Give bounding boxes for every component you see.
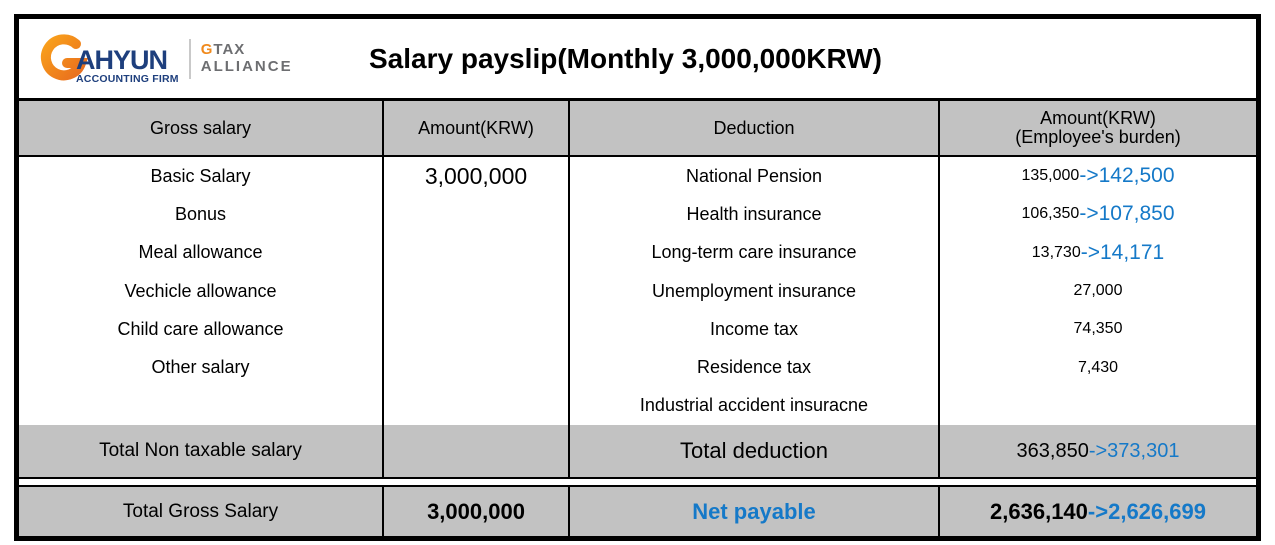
old-value: 27,000 bbox=[1073, 282, 1123, 300]
alliance-wordmark: ALLIANCE bbox=[200, 58, 293, 75]
deduction-amounts-cell bbox=[940, 157, 1256, 427]
payslip-table bbox=[14, 14, 1261, 541]
gross-amount-value: 3,000,000 bbox=[424, 162, 528, 189]
old-value: 13,730 bbox=[1031, 243, 1081, 261]
arrow: -> bbox=[1087, 498, 1109, 524]
total-gross-salary-amount: 3,000,000 bbox=[384, 485, 570, 536]
total-non-taxable-label: Total Non taxable salary bbox=[19, 425, 384, 479]
old-value: 2,636,140 bbox=[990, 498, 1088, 524]
gross-item bbox=[19, 387, 382, 425]
logo-wordmark: AHYUN bbox=[76, 44, 168, 75]
new-value: 142,500 bbox=[1098, 164, 1175, 188]
total-gross-salary-label: Total Gross Salary bbox=[19, 485, 384, 536]
total-deduction-amount bbox=[940, 425, 1256, 479]
deduction-item: Income tax bbox=[709, 318, 799, 339]
deduction-item: Residence tax bbox=[696, 357, 812, 378]
deduction-amount bbox=[940, 348, 1256, 386]
header-gross-salary: Gross salary bbox=[19, 101, 384, 157]
deduction-item: Long-term care insurance bbox=[651, 242, 857, 263]
gahyun-logo bbox=[38, 33, 293, 85]
arrow: -> bbox=[1079, 164, 1099, 188]
deduction-amount bbox=[940, 310, 1256, 348]
old-value: 106,350 bbox=[1021, 205, 1080, 223]
total-non-taxable-row bbox=[19, 425, 1256, 479]
gahyun-wordmark-block bbox=[38, 33, 179, 85]
deduction-amount bbox=[940, 272, 1256, 310]
new-value: 373,301 bbox=[1107, 439, 1180, 462]
arrow: -> bbox=[1088, 439, 1108, 462]
header-amount-employee: Amount(KRW) (Employee's burden) bbox=[940, 101, 1256, 157]
gross-items-cell bbox=[19, 157, 384, 427]
total-non-taxable-amount bbox=[384, 425, 570, 479]
deduction-amount bbox=[940, 157, 1256, 195]
old-value: 135,000 bbox=[1021, 167, 1080, 185]
deduction-item: Unemployment insurance bbox=[651, 280, 857, 301]
total-deduction-label: Total deduction bbox=[570, 425, 940, 479]
old-value: 74,350 bbox=[1073, 320, 1123, 338]
deduction-item: Industrial accident insuracne bbox=[639, 395, 869, 416]
arrow: -> bbox=[1079, 202, 1099, 226]
gross-amount-cell bbox=[384, 157, 570, 427]
arrow: -> bbox=[1080, 240, 1100, 264]
net-payable-label: Net payable bbox=[570, 485, 940, 536]
deduction-amount bbox=[940, 195, 1256, 233]
title-bar bbox=[19, 19, 1256, 101]
deduction-items-cell bbox=[570, 157, 940, 427]
new-value: 14,171 bbox=[1099, 240, 1165, 264]
new-value: 107,850 bbox=[1098, 202, 1175, 226]
new-value: 2,626,699 bbox=[1108, 498, 1206, 524]
gross-item: Basic Salary bbox=[150, 165, 251, 186]
gross-item: Meal allowance bbox=[138, 242, 263, 263]
old-value: 363,850 bbox=[1016, 439, 1089, 462]
deduction-item: Health insurance bbox=[686, 203, 822, 224]
table-body-row bbox=[19, 157, 1256, 425]
table-header-row bbox=[19, 101, 1256, 157]
gross-item: Other salary bbox=[151, 357, 250, 378]
deduction-amount bbox=[940, 234, 1256, 272]
gross-item: Child care allowance bbox=[117, 318, 284, 339]
deduction-amount bbox=[940, 387, 1256, 425]
gtax-alliance-block bbox=[201, 41, 293, 76]
gross-item: Bonus bbox=[174, 203, 227, 224]
net-payable-amount bbox=[940, 485, 1256, 536]
gtax-wordmark: GTAX bbox=[200, 41, 246, 58]
logo-subtitle: ACCOUNTING FIRM bbox=[76, 72, 179, 85]
page-title: Salary payslip(Monthly 3,000,000KRW) bbox=[369, 42, 882, 74]
total-gross-row bbox=[19, 485, 1256, 536]
header-deduction: Deduction bbox=[570, 101, 940, 157]
gross-item: Vechicle allowance bbox=[124, 280, 277, 301]
old-value: 7,430 bbox=[1077, 358, 1119, 376]
header-amount: Amount(KRW) bbox=[384, 101, 570, 157]
logo-divider bbox=[189, 39, 191, 79]
deduction-item: National Pension bbox=[685, 165, 823, 186]
